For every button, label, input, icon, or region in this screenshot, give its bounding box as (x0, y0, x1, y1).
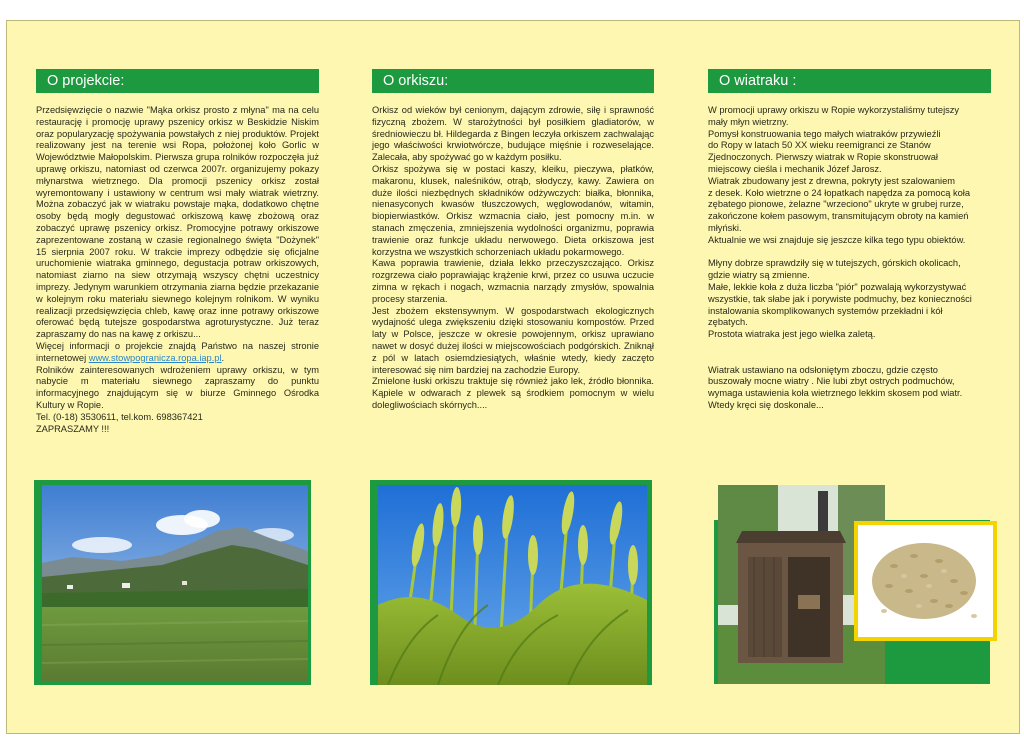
orkisz-paragraph: Kawa poprawia trawienie, działa lekko przeczyszczająco. Orkisz rozgrzewa ciało poprawiając krążenie krwi, przez co usuwa uczucie zimna w rękach i nogach, wzmacnia narządy zmysłów, spowalnia procesy starzenia. (372, 258, 654, 304)
wiatrak-line: instalowania skomplikowanych systemów przekładni i kół (708, 305, 943, 316)
wiatrak-line: W promocji uprawy orkiszu w Ropie wykorzystaliśmy tutejszy (708, 105, 960, 115)
spacer (708, 247, 991, 259)
wiatrak-line: Pomysł konstruowania tego małych wiatraków przywieźli (708, 128, 941, 139)
wiatrak-line: Wtedy kręci się doskonale... (708, 399, 824, 410)
wiatrak-line: Wiatrak ustawiano na odsłoniętym zboczu, gdzie często (708, 364, 938, 375)
wiatrak-line: mały młyn wietrzny. (708, 116, 789, 127)
orkisz-paragraph: Orkisz spożywa się w postaci kaszy, kleiku, pieczywa, płatków, makaronu, klusek, naleśników, otrąb, słodyczy, kawy. Zawiera on duże ilości niezbędnych składników odżywczych: białka, błonnika, nienasyconych kwasów tłuszczowych, węglowodanów, witamin, biopierwiastków. Orkisz wzmacnia ciało, jest pomocny m.in. w stanach zmęczenia, zmniejszenia wydolności organizmu, poprawia trawienie oraz funkcje układu nerwowego. Dieta orkiszowa jest korzystna we wszystkich schorzeniach układu pokarmowego. (372, 163, 654, 257)
column-orkisz (372, 69, 654, 412)
website-link[interactable]: www.stowpogranicza.ropa.iap.pl (88, 352, 222, 363)
wiatrak-line: wszystkie, tak słabe jak i porywiste podmuchy, bez konieczności (708, 293, 972, 304)
wiatrak-line: Aktualnie we wsi znajduje się jeszcze kilka tego typu obiektów. (708, 234, 966, 245)
section-heading-wiatrak: O wiatraku : (708, 69, 991, 93)
wiatrak-line: wymaga ustawienia koła wietrznego lekkim skosem pod wiatr. (708, 388, 963, 399)
section-heading-project: O projekcie: (36, 69, 319, 93)
spacer (708, 353, 991, 365)
wiatrak-line: do Ropy w latach 50 XX wieku reemigranci ze Stanów (708, 140, 931, 151)
project-text (36, 105, 319, 435)
spelt-grain-photo (854, 521, 997, 641)
wiatrak-line: młyński. (708, 222, 742, 233)
project-info (36, 341, 319, 365)
column-project (36, 69, 319, 435)
project-paragraph: Przedsięwzięcie o nazwie "Mąka orkisz prosto z młyna" ma na celu restaurację i promocję uprawy pszenicy orkisz w Beskidzie Niskim oraz popularyzację spożywania powstałych z niej produktów. Projekt realizowany jest na terenie wsi Ropa, położonej koło Gorlic w Województwie Małopolskim. Pierwsza grupa rolników rozpoczęła już uprawę orkiszu, natomiast od czerwca 2007r. organizujemy pokazy młynarstwa wietrznego. Dla promocji pszenicy orkisz został wyremontowany i ustawiony w centrum wsi mały wiatrak wietrzny. Można zobaczyć jak w wiatraku powstaje mąka, dodatkowo chętne osoby będą mogły degustować orkiszową kawę zbożową oraz zobaczyć uprawę pszenicy orkisz. Promocyjne potrawy orkiszowe zaprezentowane zostaną w czasie regionalnego święta "Dożynek" 15 sierpnia 2007 roku. W trakcie imprezy odbędzie się oficjalne uruchomienie wiatraka gminnego, degustacja potraw orkiszowych, natomiast ziarno na siew otrzymają wszyscy chętni uczestnicy imprezy. Jedynym warunkiem otrzymania ziarna będzie przekazanie w kolejnym roku materiału siewnego kolejnym rolnikom. W wyniku realizacji przedsięwzięcia chleb, kawę oraz inne potrawy orkiszowe oferować będą tutejsze gospodarstwa agroturystyczne. Już teraz zapraszamy do nas na kawę z orkiszu... (36, 105, 319, 340)
wiatrak-line: zębatego pionowe, żelazne "wrzeciono" ukryte w grubej rurze, (708, 199, 964, 210)
wiatrak-line: z desek. Koło wietrzne o 24 łopatkach napędza za pomocą koła (708, 187, 971, 198)
orkisz-paragraph: Orkisz od wieków był cenionym, dającym zdrowie, siłę i sprawność fizyczną zbożem. W starożytności był posiłkiem gladiatorów, w średniowieczu bł. Hildegarda z Bingen leczyła orkiszem zachwalając jego właściwości krwiotwórcze, budujące mięśnie i rozweselające. Zalecała, aby spożywać go w każdym posiłku. (372, 105, 654, 163)
orkisz-paragraph: Zmielone łuski orkiszu traktuje się również jako lek, źródło błonnika. Kąpiele w odwarach z plewek są środkiem pomocnym w wielu dolegliwościach skórnych.... (372, 376, 654, 410)
wiatrak-line: Młyny dobrze sprawdziły się w tutejszych, górskich okolicach, (708, 258, 961, 269)
wiatrak-line: miejscowy cieśla i mechanik Józef Jarosz. (708, 163, 882, 174)
wiatrak-line: zębatych. (708, 317, 748, 328)
brochure-page (6, 20, 1020, 734)
wiatrak-line: Prostota wiatraka jest jego wielka zaletą. (708, 329, 876, 340)
orkisz-paragraph: Jest zbożem ekstensywnym. W gospodarstwach ekologicznych wydajność ulega zwiększeniu dzięki stosowaniu kompostów. Przed laty w Polsce, jeszcze w okresie powojennym, orkisz uprawiano nawet w dosyć dużej ilości w miejscowościach podgórskich. Zniknął z pól w latach osiemdziesiątych, właśnie wtedy, kiedy zaczęto interesować się nim bardziej na zachodzie Europy. (372, 305, 654, 375)
spacer (708, 341, 991, 353)
info-end: . (221, 352, 225, 363)
info-text: Więcej informacji o projekcie znajdą Państwo na naszej stronie internetowej (36, 340, 319, 363)
wiatrak-line: Małe, lekkie koła z duża liczba "piór" pozwalają wykorzystywać (708, 281, 967, 292)
invite-line: ZAPRASZAMY !!! (36, 423, 110, 434)
phone-line: Tel. (0-18) 3530611, tel.kom. 698367421 (36, 411, 203, 422)
landscape-photo (42, 485, 308, 681)
wiatrak-text (708, 105, 991, 412)
farmers-paragraph: Rolników zainteresowanych wdrożeniem uprawy orkiszu, w tym nabycie m materiału siewnego zapraszamy do punktu informacyjnego znajdującym się w biurze Gminnego Ośrodka Kultury w Ropie. (36, 364, 319, 410)
orkisz-text (372, 105, 654, 412)
wiatrak-line: Wiatrak zbudowany jest z drewna, pokryty jest szalowaniem (708, 175, 955, 186)
section-heading-orkisz: O orkiszu: (372, 69, 654, 93)
wiatrak-line: gdzie wiatry są zmienne. (708, 270, 810, 281)
wiatrak-line: buszowały mocne wiatry . Nie lubi zbyt ostrych podmuchów, (708, 376, 955, 387)
column-wiatrak (708, 69, 991, 412)
wiatrak-line: Zjednoczonych. Pierwszy wiatrak w Ropie skonstruował (708, 152, 938, 163)
wheat-photo (378, 485, 647, 685)
wiatrak-line: zakończone kołem pasowym, transmitującym obroty na kamień (708, 211, 969, 222)
